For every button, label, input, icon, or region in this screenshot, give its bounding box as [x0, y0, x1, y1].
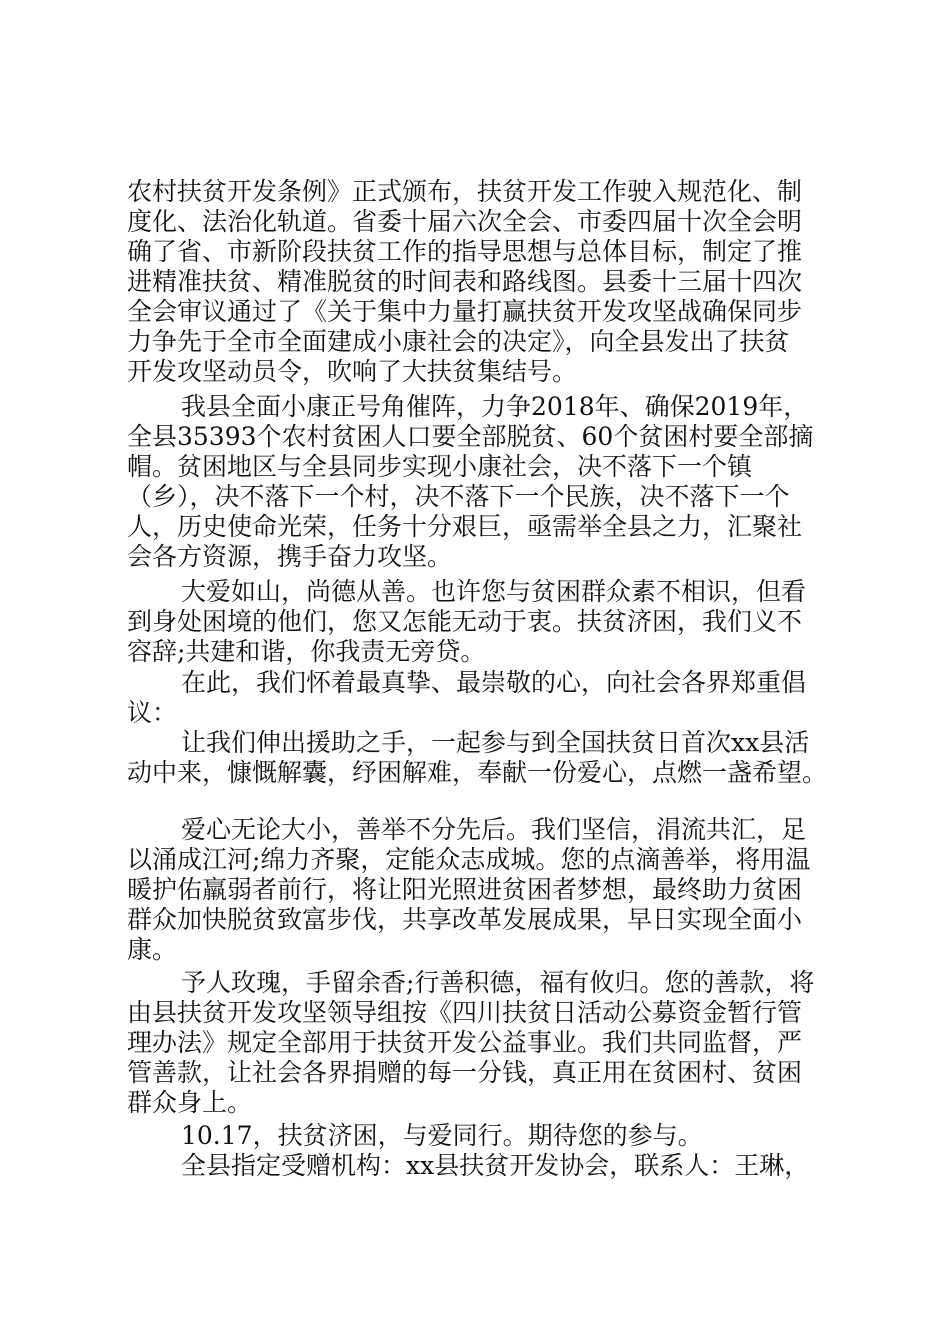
text-line: 群众加快脱贫致富步伐，共享改革发展成果，早日实现全面小 — [127, 905, 803, 934]
text-line: 以涌成江河;绵力齐聚，定能众志成城。您的点滴善举，将用温 — [127, 845, 811, 874]
text-line: 群众身上。 — [127, 1088, 253, 1117]
text-line: 农村扶贫开发条例》正式颁布，扶贫开发工作驶入规范化、制 — [127, 177, 803, 206]
text-line: 让我们伸出援助之手，一起参与到全国扶贫日首次xx县活 — [181, 728, 810, 757]
text-line: 大爱如山，尚德从善。也许您与贫困群众素不相识，但看 — [181, 577, 807, 606]
text-line: 议： — [127, 698, 178, 727]
text-line: 理办法》规定全部用于扶贫开发公益事业。我们共同监督，严 — [127, 1028, 803, 1057]
text-line: 会各方资源，携手奋力攻坚。 — [127, 542, 453, 571]
text-line: 全县指定受赠机构：xx县扶贫开发协会，联系人：王琳， — [181, 1151, 810, 1180]
text-line: 进精准扶贫、精准脱贫的时间表和路线图。县委十三届十四次 — [127, 267, 803, 296]
text-line: 暖护佑羸弱者前行，将让阳光照进贫困者梦想，最终助力贫困 — [127, 875, 803, 904]
text-line: 爱心无论大小，善举不分先后。我们坚信，涓流共汇，足 — [181, 815, 807, 844]
text-line: 全县35393个农村贫困人口要全部脱贫、60个贫困村要全部摘 — [127, 422, 814, 451]
text-line: 康。 — [127, 935, 178, 964]
text-line: （乡），决不落下一个村，决不落下一个民族，决不落下一个 — [127, 482, 790, 511]
text-line: 人，历史使命光荣，任务十分艰巨，亟需举全县之力，汇聚社 — [127, 512, 803, 541]
text-line: 10.17，扶贫济困，与爱同行。期待您的参与。 — [181, 1121, 703, 1150]
text-line: 管善款，让社会各界捐赠的每一分钱，真正用在贫困村、贫困 — [127, 1058, 803, 1087]
text-line: 帽。贫困地区与全县同步实现小康社会，决不落下一个镇 — [127, 452, 753, 481]
text-line: 开发攻坚动员令，吹响了大扶贫集结号。 — [127, 357, 578, 386]
text-line: 全会审议通过了《关于集中力量打赢扶贫开发攻坚战确保同步 — [127, 297, 803, 326]
text-line: 动中来，慷慨解囊，纾困解难，奉献一份爱心，点燃一盏希望。 — [127, 758, 828, 787]
text-line: 在此，我们怀着最真挚、最崇敬的心，向社会各界郑重倡 — [181, 668, 807, 697]
text-line: 力争先于全市全面建成小康社会的决定》，向全县发出了扶贫 — [127, 327, 790, 356]
text-line: 确了省、市新阶段扶贫工作的指导思想与总体目标，制定了推 — [127, 237, 803, 266]
text-line: 予人玫瑰，手留余香;行善积德，福有攸归。您的善款，将 — [181, 968, 815, 997]
text-line: 度化、法治化轨道。省委十届六次全会、市委四届十次全会明 — [127, 207, 803, 236]
text-line: 容辞;共建和谐，你我责无旁贷。 — [127, 637, 486, 666]
text-line: 由县扶贫开发攻坚领导组按《四川扶贫日活动公募资金暂行管 — [127, 998, 803, 1027]
text-line: 我县全面小康正号角催阵，力争2018年、确保2019年， — [181, 392, 809, 421]
text-line: 到身处困境的他们，您又怎能无动于衷。扶贫济困，我们义不 — [127, 607, 803, 636]
